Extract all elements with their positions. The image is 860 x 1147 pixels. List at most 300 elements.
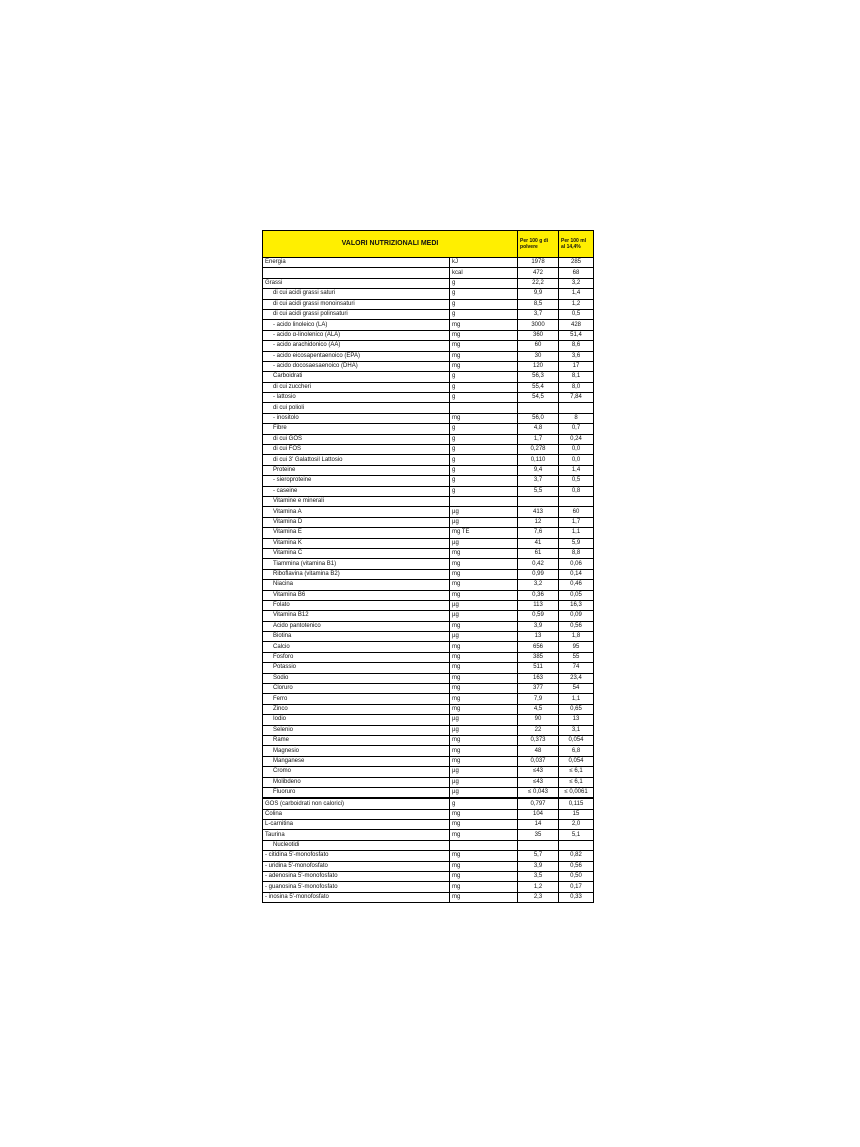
row-label: Tiammina (vitamina B1) xyxy=(263,559,450,569)
row-unit: g xyxy=(450,382,518,392)
row-label: - caseine xyxy=(263,486,450,496)
row-label: - acido docosaesaenoico (DHA) xyxy=(263,361,450,371)
row-label: di cui 3' Galattosil Lattosio xyxy=(263,455,450,465)
row-unit: mg xyxy=(450,652,518,662)
row-value-per-100ml: 0,5 xyxy=(559,476,594,486)
table-row xyxy=(263,787,594,798)
row-value-per-100g: 90 xyxy=(518,715,559,725)
row-value-per-100ml: 8,1 xyxy=(559,372,594,382)
row-value-per-100ml: 95 xyxy=(559,642,594,652)
row-value-per-100ml: 0,054 xyxy=(559,735,594,745)
row-unit: mg xyxy=(450,361,518,371)
row-unit: g xyxy=(450,476,518,486)
row-value-per-100ml: 0,06 xyxy=(559,559,594,569)
row-value-per-100g: 511 xyxy=(518,663,559,673)
row-value-per-100ml: 1,2 xyxy=(559,299,594,309)
row-value-per-100ml: 0,14 xyxy=(559,569,594,579)
table-row xyxy=(263,496,594,506)
row-unit: mg xyxy=(450,330,518,340)
row-label: Manganese xyxy=(263,756,450,766)
row-value-per-100g xyxy=(518,840,559,850)
table-row xyxy=(263,538,594,548)
row-label: Fluoruro xyxy=(263,787,450,798)
row-label: Taurina xyxy=(263,830,450,840)
row-label xyxy=(263,268,450,278)
row-value-per-100ml: 68 xyxy=(559,268,594,278)
row-value-per-100g: 0,278 xyxy=(518,445,559,455)
table-row xyxy=(263,830,594,840)
table-row xyxy=(263,548,594,558)
row-unit: g xyxy=(450,372,518,382)
row-value-per-100ml: 0,0 xyxy=(559,455,594,465)
table-row xyxy=(263,663,594,673)
row-value-per-100g: 35 xyxy=(518,830,559,840)
row-value-per-100g: 41 xyxy=(518,538,559,548)
table-row xyxy=(263,600,594,610)
row-value-per-100g: 3000 xyxy=(518,320,559,330)
row-label: Cloruro xyxy=(263,684,450,694)
row-unit: µg xyxy=(450,715,518,725)
row-label: Calcio xyxy=(263,642,450,652)
row-value-per-100g: 0,42 xyxy=(518,559,559,569)
row-label: - inositolo xyxy=(263,413,450,423)
row-label: - acido α-linolenico (ALA) xyxy=(263,330,450,340)
table-row xyxy=(263,704,594,714)
row-unit: kJ xyxy=(450,258,518,268)
row-value-per-100g: 56,0 xyxy=(518,413,559,423)
row-value-per-100ml: 60 xyxy=(559,507,594,517)
table-row xyxy=(263,892,594,902)
row-unit: mg xyxy=(450,351,518,361)
row-value-per-100g: 5,7 xyxy=(518,851,559,861)
table-row xyxy=(263,777,594,787)
row-unit: mg xyxy=(450,704,518,714)
table-row xyxy=(263,767,594,777)
row-value-per-100g: 4,5 xyxy=(518,704,559,714)
row-value-per-100ml: 23,4 xyxy=(559,673,594,683)
column-header-per-100g: Per 100 g di polvere xyxy=(518,231,559,258)
row-value-per-100ml: 55 xyxy=(559,652,594,662)
row-label: di cui polioli xyxy=(263,403,450,413)
row-label: Vitamine e minerali xyxy=(263,496,450,506)
row-label: Ferro xyxy=(263,694,450,704)
table-row xyxy=(263,820,594,830)
row-label: Fosforo xyxy=(263,652,450,662)
table-row xyxy=(263,851,594,861)
row-label: Nucleotidi xyxy=(263,840,450,850)
row-unit: mg xyxy=(450,851,518,861)
row-unit: mg xyxy=(450,735,518,745)
nutrition-table xyxy=(262,230,594,903)
table-row xyxy=(263,361,594,371)
table-row xyxy=(263,809,594,819)
table-row xyxy=(263,694,594,704)
table-row xyxy=(263,798,594,809)
row-value-per-100ml: 285 xyxy=(559,258,594,268)
table-row xyxy=(263,507,594,517)
row-value-per-100ml: 0,56 xyxy=(559,861,594,871)
column-header-per-100ml: Per 100 ml al 14,4% xyxy=(559,231,594,258)
row-value-per-100ml: 1,1 xyxy=(559,528,594,538)
table-row xyxy=(263,725,594,735)
row-label: - inosina 5'-monofosfato xyxy=(263,892,450,902)
row-value-per-100ml: 0,115 xyxy=(559,798,594,809)
table-row xyxy=(263,559,594,569)
row-unit: mg xyxy=(450,673,518,683)
row-label: Carboidrati xyxy=(263,372,450,382)
row-value-per-100ml: 1,7 xyxy=(559,517,594,527)
row-label: Vitamina B6 xyxy=(263,590,450,600)
row-value-per-100g: 30 xyxy=(518,351,559,361)
row-value-per-100g: 120 xyxy=(518,361,559,371)
row-value-per-100g: 377 xyxy=(518,684,559,694)
row-label: di cui acidi grassi saturi xyxy=(263,289,450,299)
row-value-per-100ml: 428 xyxy=(559,320,594,330)
row-value-per-100ml: 15 xyxy=(559,809,594,819)
table-title: VALORI NUTRIZIONALI MEDI xyxy=(263,231,518,258)
row-label: Potassio xyxy=(263,663,450,673)
row-unit: g xyxy=(450,424,518,434)
row-label: Riboflavina (vitamina B2) xyxy=(263,569,450,579)
row-unit: mg xyxy=(450,663,518,673)
row-value-per-100g: 0,36 xyxy=(518,590,559,600)
row-value-per-100ml: 16,3 xyxy=(559,600,594,610)
row-value-per-100ml: 3,1 xyxy=(559,725,594,735)
row-value-per-100g: 104 xyxy=(518,809,559,819)
table-row xyxy=(263,299,594,309)
row-value-per-100ml xyxy=(559,496,594,506)
row-label: Rame xyxy=(263,735,450,745)
row-value-per-100ml xyxy=(559,403,594,413)
table-row xyxy=(263,268,594,278)
row-value-per-100ml: 1,4 xyxy=(559,289,594,299)
row-unit: g xyxy=(450,278,518,288)
row-unit: mg xyxy=(450,809,518,819)
row-label: - adenosina 5'-monofosfato xyxy=(263,872,450,882)
row-label: - sieroproteine xyxy=(263,476,450,486)
row-unit: mg xyxy=(450,694,518,704)
row-label: Fibre xyxy=(263,424,450,434)
table-row xyxy=(263,642,594,652)
row-value-per-100g: 413 xyxy=(518,507,559,517)
row-value-per-100g: 14 xyxy=(518,820,559,830)
row-label: Colina xyxy=(263,809,450,819)
row-value-per-100g: 3,9 xyxy=(518,621,559,631)
row-value-per-100ml: 5,1 xyxy=(559,830,594,840)
row-unit: mg xyxy=(450,820,518,830)
table-row xyxy=(263,569,594,579)
row-value-per-100g: 56,3 xyxy=(518,372,559,382)
row-value-per-100ml: 8,0 xyxy=(559,382,594,392)
table-row xyxy=(263,372,594,382)
table-row xyxy=(263,611,594,621)
row-value-per-100g: 13 xyxy=(518,632,559,642)
table-row xyxy=(263,882,594,892)
row-value-per-100g: 4,8 xyxy=(518,424,559,434)
table-row xyxy=(263,465,594,475)
table-body xyxy=(263,258,594,903)
table-row xyxy=(263,341,594,351)
row-value-per-100g: 1978 xyxy=(518,258,559,268)
row-unit: µg xyxy=(450,611,518,621)
row-unit: mg TE xyxy=(450,528,518,538)
row-value-per-100ml: 0,17 xyxy=(559,882,594,892)
row-label: - acido arachidonico (AA) xyxy=(263,341,450,351)
row-label: - lattosio xyxy=(263,393,450,403)
row-value-per-100ml: 1,4 xyxy=(559,465,594,475)
row-label: Magnesio xyxy=(263,746,450,756)
row-value-per-100ml: 0,50 xyxy=(559,872,594,882)
table-row xyxy=(263,278,594,288)
table-row xyxy=(263,320,594,330)
row-value-per-100ml: 0,0 xyxy=(559,445,594,455)
table-row xyxy=(263,673,594,683)
row-value-per-100g: 113 xyxy=(518,600,559,610)
row-label: Grassi xyxy=(263,278,450,288)
row-value-per-100g: 0,59 xyxy=(518,611,559,621)
row-unit: mg xyxy=(450,642,518,652)
row-label: - citidina 5'-monofosfato xyxy=(263,851,450,861)
table-row xyxy=(263,476,594,486)
row-value-per-100g: 9,4 xyxy=(518,465,559,475)
row-unit: mg xyxy=(450,548,518,558)
table-row xyxy=(263,434,594,444)
row-value-per-100g xyxy=(518,496,559,506)
row-value-per-100ml: 1,8 xyxy=(559,632,594,642)
row-label: Iodio xyxy=(263,715,450,725)
table-row xyxy=(263,652,594,662)
row-label: Proteine xyxy=(263,465,450,475)
row-value-per-100g: 360 xyxy=(518,330,559,340)
row-value-per-100ml: 51,4 xyxy=(559,330,594,340)
row-unit: mg xyxy=(450,413,518,423)
row-value-per-100ml: 0,24 xyxy=(559,434,594,444)
row-label: Vitamina D xyxy=(263,517,450,527)
row-value-per-100g: 3,9 xyxy=(518,861,559,871)
row-value-per-100g: 0,373 xyxy=(518,735,559,745)
table-row xyxy=(263,445,594,455)
row-value-per-100ml: ≤ 6,1 xyxy=(559,767,594,777)
table-row xyxy=(263,528,594,538)
row-unit: mg xyxy=(450,559,518,569)
row-value-per-100g: ≤43 xyxy=(518,777,559,787)
row-label: GOS (carboidrati non calorici) xyxy=(263,798,450,809)
row-value-per-100ml: ≤ 0,0061 xyxy=(559,787,594,798)
row-value-per-100g: ≤ 0,043 xyxy=(518,787,559,798)
row-label: - acido linoleico (LA) xyxy=(263,320,450,330)
table-row xyxy=(263,590,594,600)
table-row xyxy=(263,746,594,756)
row-value-per-100ml: 0,09 xyxy=(559,611,594,621)
row-unit: µg xyxy=(450,507,518,517)
table-row xyxy=(263,258,594,268)
row-unit xyxy=(450,496,518,506)
row-value-per-100ml: 0,7 xyxy=(559,424,594,434)
table-row xyxy=(263,621,594,631)
row-value-per-100g xyxy=(518,403,559,413)
table-row xyxy=(263,393,594,403)
table-row xyxy=(263,756,594,766)
row-value-per-100ml: 2,0 xyxy=(559,820,594,830)
row-value-per-100ml: ≤ 6,1 xyxy=(559,777,594,787)
row-unit xyxy=(450,403,518,413)
row-value-per-100ml xyxy=(559,840,594,850)
row-value-per-100ml: 1,1 xyxy=(559,694,594,704)
row-value-per-100g: 54,5 xyxy=(518,393,559,403)
row-label: - acido eicosapentaenoico (EPA) xyxy=(263,351,450,361)
table-row xyxy=(263,632,594,642)
row-unit: mg xyxy=(450,882,518,892)
row-value-per-100ml: 6,8 xyxy=(559,746,594,756)
row-label: Energia xyxy=(263,258,450,268)
row-value-per-100ml: 17 xyxy=(559,361,594,371)
row-value-per-100g: 163 xyxy=(518,673,559,683)
row-unit: mg xyxy=(450,861,518,871)
row-value-per-100g: 61 xyxy=(518,548,559,558)
row-unit: µg xyxy=(450,787,518,798)
row-value-per-100ml: 0,46 xyxy=(559,580,594,590)
row-value-per-100ml: 74 xyxy=(559,663,594,673)
row-unit: mg xyxy=(450,892,518,902)
row-value-per-100ml: 0,05 xyxy=(559,590,594,600)
row-value-per-100ml: 3,6 xyxy=(559,351,594,361)
row-unit: µg xyxy=(450,777,518,787)
row-value-per-100g: 3,5 xyxy=(518,872,559,882)
row-value-per-100g: 9,9 xyxy=(518,289,559,299)
row-label: Vitamina C xyxy=(263,548,450,558)
row-value-per-100ml: 3,2 xyxy=(559,278,594,288)
row-value-per-100g: 55,4 xyxy=(518,382,559,392)
row-unit: g xyxy=(450,434,518,444)
row-label: L-carnitina xyxy=(263,820,450,830)
table-row xyxy=(263,486,594,496)
row-unit: mg xyxy=(450,756,518,766)
row-value-per-100ml: 54 xyxy=(559,684,594,694)
row-value-per-100g: 8,5 xyxy=(518,299,559,309)
table-row xyxy=(263,735,594,745)
table-row xyxy=(263,861,594,871)
row-unit: µg xyxy=(450,538,518,548)
row-value-per-100ml: 0,5 xyxy=(559,309,594,319)
table-row xyxy=(263,330,594,340)
row-value-per-100ml: 8,8 xyxy=(559,548,594,558)
row-value-per-100ml: 5,9 xyxy=(559,538,594,548)
table-row xyxy=(263,413,594,423)
table-row xyxy=(263,289,594,299)
row-value-per-100g: ≤43 xyxy=(518,767,559,777)
table-row xyxy=(263,455,594,465)
row-unit: mg xyxy=(450,684,518,694)
row-value-per-100g: 22 xyxy=(518,725,559,735)
row-unit: µg xyxy=(450,767,518,777)
row-label: Zinco xyxy=(263,704,450,714)
table-row xyxy=(263,872,594,882)
row-value-per-100g: 0,99 xyxy=(518,569,559,579)
row-value-per-100g: 2,3 xyxy=(518,892,559,902)
row-label: Folato xyxy=(263,600,450,610)
row-value-per-100ml: 0,054 xyxy=(559,756,594,766)
row-unit: g xyxy=(450,445,518,455)
row-label: Sodio xyxy=(263,673,450,683)
table-row xyxy=(263,840,594,850)
table-row xyxy=(263,382,594,392)
table-row xyxy=(263,424,594,434)
row-unit: g xyxy=(450,309,518,319)
table-row xyxy=(263,684,594,694)
row-label: Vitamina B12 xyxy=(263,611,450,621)
row-label: Molibdeno xyxy=(263,777,450,787)
row-label: - uridina 5'-monofosfato xyxy=(263,861,450,871)
row-unit: g xyxy=(450,465,518,475)
row-value-per-100ml: 8,6 xyxy=(559,341,594,351)
row-value-per-100g: 60 xyxy=(518,341,559,351)
row-value-per-100g: 7,6 xyxy=(518,528,559,538)
row-value-per-100ml: 0,82 xyxy=(559,851,594,861)
row-label: di cui acidi grassi polinsaturi xyxy=(263,309,450,319)
table-row xyxy=(263,351,594,361)
row-unit: g xyxy=(450,289,518,299)
row-label: Niacina xyxy=(263,580,450,590)
table-row xyxy=(263,403,594,413)
row-label: Vitamina K xyxy=(263,538,450,548)
row-value-per-100g: 1,2 xyxy=(518,882,559,892)
row-unit: mg xyxy=(450,830,518,840)
row-unit: µg xyxy=(450,725,518,735)
row-value-per-100ml: 0,56 xyxy=(559,621,594,631)
row-value-per-100g: 7,9 xyxy=(518,694,559,704)
row-value-per-100g: 1,7 xyxy=(518,434,559,444)
row-unit: mg xyxy=(450,580,518,590)
row-value-per-100ml: 0,33 xyxy=(559,892,594,902)
row-unit: mg xyxy=(450,590,518,600)
row-unit xyxy=(450,840,518,850)
row-unit: mg xyxy=(450,872,518,882)
row-value-per-100g: 385 xyxy=(518,652,559,662)
table-header-row xyxy=(263,231,594,258)
row-unit: mg xyxy=(450,341,518,351)
row-unit: mg xyxy=(450,569,518,579)
row-label: Vitamina E xyxy=(263,528,450,538)
row-value-per-100g: 0,110 xyxy=(518,455,559,465)
row-unit: µg xyxy=(450,517,518,527)
row-unit: µg xyxy=(450,632,518,642)
row-unit: µg xyxy=(450,600,518,610)
row-value-per-100ml: 13 xyxy=(559,715,594,725)
row-value-per-100g: 0,037 xyxy=(518,756,559,766)
row-unit: mg xyxy=(450,746,518,756)
row-value-per-100ml: 0,8 xyxy=(559,486,594,496)
row-label: Selenio xyxy=(263,725,450,735)
row-value-per-100g: 12 xyxy=(518,517,559,527)
row-label: Vitamina A xyxy=(263,507,450,517)
table-row xyxy=(263,517,594,527)
row-value-per-100g: 3,7 xyxy=(518,476,559,486)
row-value-per-100g: 0,797 xyxy=(518,798,559,809)
row-label: di cui FOS xyxy=(263,445,450,455)
row-unit: kcal xyxy=(450,268,518,278)
table-row xyxy=(263,580,594,590)
row-label: di cui acidi grassi monoinsaturi xyxy=(263,299,450,309)
row-label: di cui zuccheri xyxy=(263,382,450,392)
table-row xyxy=(263,309,594,319)
row-value-per-100ml: 8 xyxy=(559,413,594,423)
row-label: di cui GOS xyxy=(263,434,450,444)
row-value-per-100g: 3,7 xyxy=(518,309,559,319)
row-value-per-100g: 3,2 xyxy=(518,580,559,590)
row-label: Cromo xyxy=(263,767,450,777)
row-label: Biotina xyxy=(263,632,450,642)
row-value-per-100ml: 0,65 xyxy=(559,704,594,714)
